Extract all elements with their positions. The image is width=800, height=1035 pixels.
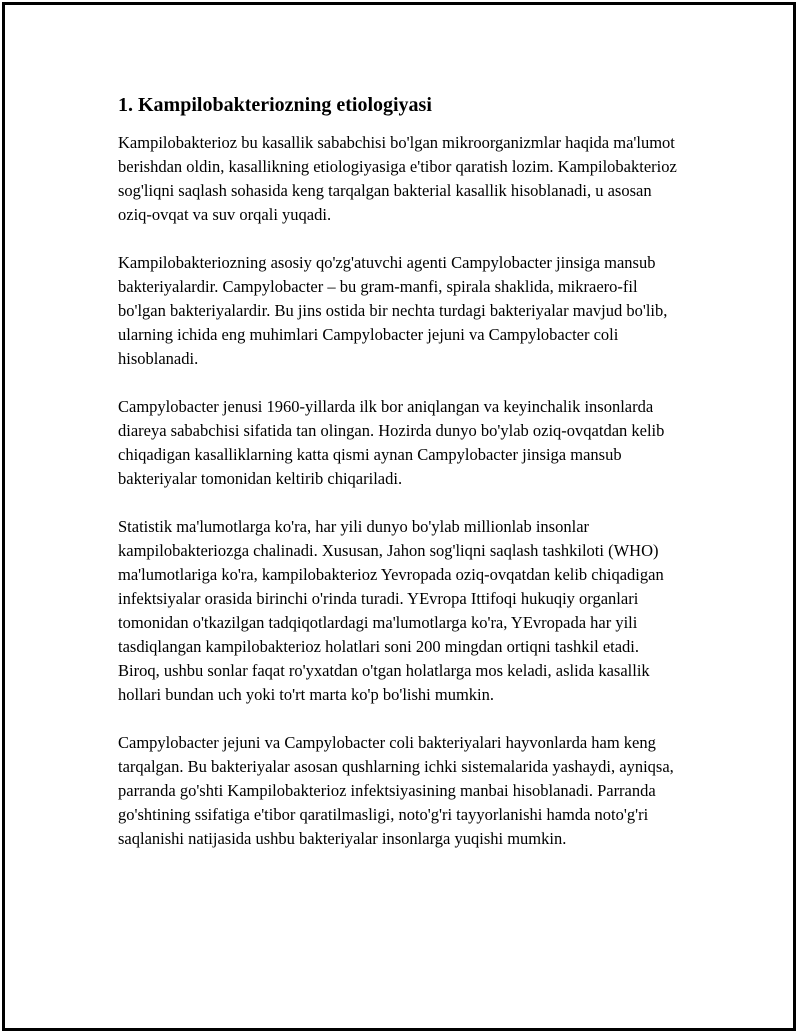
paragraph-causative-agent: Kampilobakteriozning asosiy qo'zg'atuvchi agenti Campylobacter jinsiga mansub bakteriyalardir. Campylobacter – bu gram-manfi, spirala shaklida, mikraero-fil bo'lgan bakteriyalardir. Bu jins ostida bir nechta turdagi bakteriyalar mavjud bo'lib, ularning ichida eng muhimlari Campylobacter jejuni va Campylobacter coli hisoblanadi. xyxy=(118,253,668,368)
section-heading: 1. Kampilobakteriozning etiologiyasi xyxy=(118,94,432,116)
paragraph-intro: Kampilobakterioz bu kasallik sababchisi bo'lgan mikroorganizmlar haqida ma'lumot berishdan oldin, kasallikning etiologiyasiga e'tibor qaratish lozim. Kampilobakterioz sog'liqni saqlash sohasida keng tarqalgan bakterial kasallik hisoblanadi, u asosan oziq-ovqat va suv orqali yuqadi. xyxy=(118,133,677,224)
paragraph-statistics: Statistik ma'lumotlarga ko'ra, har yili dunyo bo'ylab millionlab insonlar kampilobakteriozga chalinadi. Xususan, Jahon sog'liqni saqlash tashkiloti (WHO) ma'lumotlariga ko'ra, kampilobakterioz Yevropada oziq-ovqatdan kelib chiqadigan infektsiyalar orasida birinchi o'rinda turadi. YEvropa Ittifoqi hukuqiy organlari tomonidan o'tkazilgan tadqiqotlardagi ma'lumotlarga ko'ra, YEvropada har yili tasdiqlangan kampilobakterioz holatlari soni 200 mingdan ortiqni tashkil etadi. Biroq, ushbu sonlar faqat ro'yxatdan o'tgan holatlarga mos keladi, aslida kasallik hollari bundan uch yoki to'rt marta ko'p bo'lishi mumkin. xyxy=(118,517,664,704)
document-body xyxy=(118,92,683,875)
paragraph-history: Campylobacter jenusi 1960-yillarda ilk bor aniqlangan va keyinchalik insonlarda diareya sababchisi sifatida tan olingan. Hozirda dunyo bo'ylab oziq-ovqatdan kelib chiqadigan kasalliklarning katta qismi aynan Campylobacter jinsiga mansub bakteriyalar tomonidan keltirib chiqariladi. xyxy=(118,397,665,488)
paragraph-animal-sources: Campylobacter jejuni va Campylobacter coli bakteriyalari hayvonlarda ham keng tarqalgan. Bu bakteriyalar asosan qushlarning ichki sistemalarida yashaydi, ayniqsa, parranda go'shti Kampilobakterioz infektsiyasining manbai hisoblanadi. Parranda go'shtining ssifatiga e'tibor qaratilmasligi, noto'g'ri tayyorlanishi hamda noto'g'ri saqlanishi natijasida ushbu bakteriyalar insonlarga yuqishi mumkin. xyxy=(118,733,674,848)
